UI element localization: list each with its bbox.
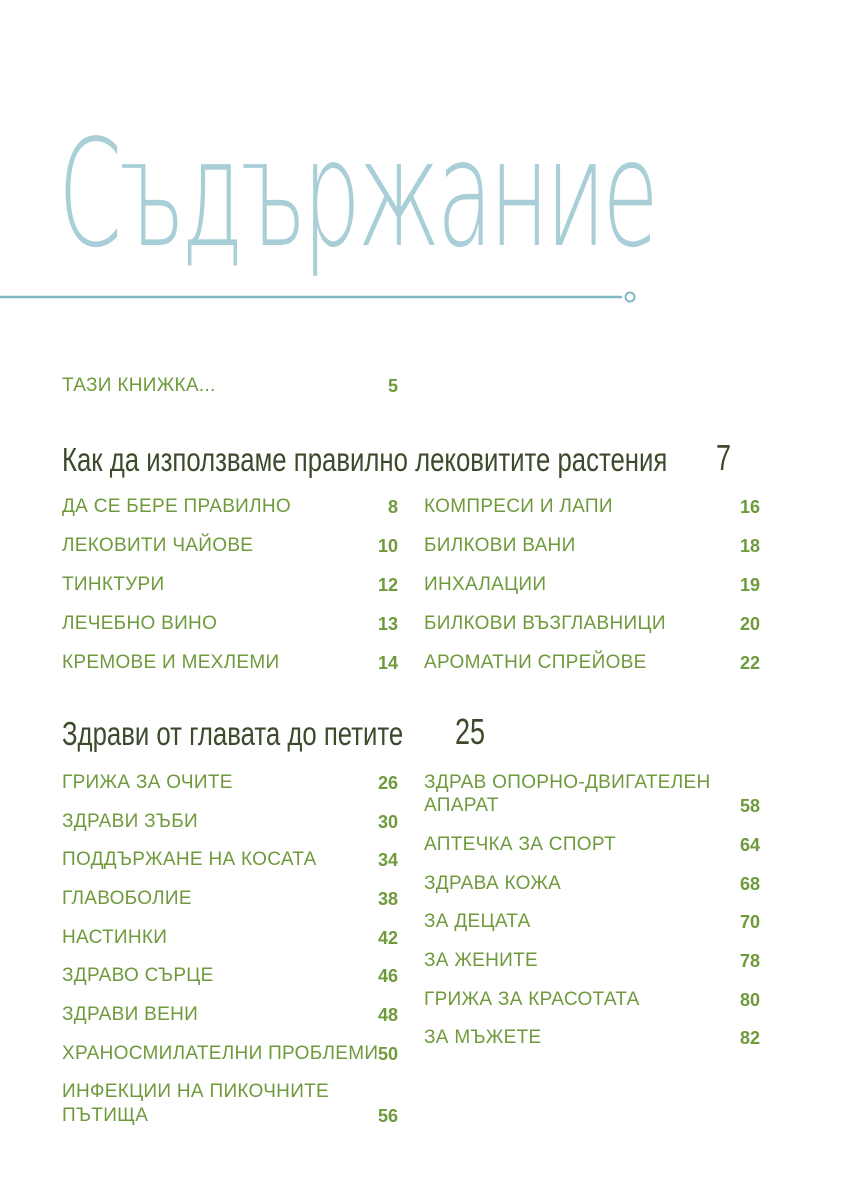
toc-page: 64	[739, 835, 760, 855]
toc-page-intro: 5	[387, 376, 398, 396]
toc-entry-continued[interactable]: АПАРАТ	[424, 795, 499, 816]
toc-entry[interactable]: ГРИЖА ЗА ОЧИТЕ	[62, 772, 233, 793]
toc-entry[interactable]: ЗДРАВИ ВЕНИ	[62, 1004, 199, 1025]
toc-page: 56	[377, 1106, 398, 1126]
toc-page: 68	[739, 874, 760, 894]
toc-entry[interactable]: ЗДРАВИ ЗЪБИ	[62, 811, 198, 832]
toc-page: 46	[377, 966, 398, 986]
page-title: Съдържание	[58, 108, 656, 280]
toc-page: 80	[739, 990, 760, 1010]
toc-page: 10	[377, 536, 398, 556]
toc-entry[interactable]: ТИНКТУРИ	[62, 574, 165, 595]
toc-entry[interactable]: КРЕМОВЕ И МЕХЛЕМИ	[62, 652, 280, 673]
section-page-1: 7	[716, 437, 732, 478]
toc-entry[interactable]: ХРАНОСМИЛАТЕЛНИ ПРОБЛЕМИ	[62, 1043, 379, 1064]
toc-entry[interactable]: ЗА ДЕЦАТА	[424, 911, 531, 932]
toc-entry-intro[interactable]: ТАЗИ КНИЖКА...	[62, 375, 216, 396]
toc-page: 14	[377, 653, 398, 673]
section-heading-2[interactable]: Здрави от главата до петите	[62, 715, 404, 752]
toc-entry[interactable]: ЗА ЖЕНИТЕ	[424, 950, 539, 971]
toc-entry[interactable]: БИЛКОВИ ВЪЗГЛАВНИЦИ	[424, 613, 666, 634]
toc-entry[interactable]: ИНФЕКЦИИ НА ПИКОЧНИТЕ	[62, 1081, 330, 1102]
toc-entry[interactable]: ЛЕЧЕБНО ВИНО	[62, 613, 218, 634]
toc-page: 34	[377, 850, 398, 870]
toc-entry[interactable]: ГРИЖА ЗА КРАСОТАТА	[424, 989, 640, 1010]
toc-entry[interactable]: ЗА МЪЖЕТЕ	[424, 1027, 542, 1048]
toc-entry[interactable]: КОМПРЕСИ И ЛАПИ	[424, 496, 613, 517]
toc-entry[interactable]: ЗДРАВА КОЖА	[424, 873, 562, 894]
toc-entry[interactable]: ПОДДЪРЖАНЕ НА КОСАТА	[62, 849, 317, 870]
section-heading-1[interactable]: Как да използваме правилно лековитите растения	[62, 441, 668, 478]
toc-entry[interactable]: ГЛАВОБОЛИЕ	[62, 888, 192, 909]
toc-page: 26	[377, 773, 398, 793]
toc-page: 18	[739, 536, 760, 556]
toc-page: 82	[739, 1028, 760, 1048]
toc-entry[interactable]: ЛЕКОВИТИ ЧАЙОВЕ	[62, 535, 254, 556]
toc-page: 30	[377, 812, 398, 832]
toc-entry[interactable]: ДА СЕ БЕРЕ ПРАВИЛНО	[62, 496, 291, 517]
toc-page: 13	[377, 614, 398, 634]
toc-entry[interactable]: ЗДРАВО СЪРЦЕ	[62, 965, 214, 986]
toc-page: 12	[377, 575, 398, 595]
toc-page: 38	[377, 889, 398, 909]
toc-page: 48	[377, 1005, 398, 1025]
toc-page: 19	[739, 575, 760, 595]
toc-page: 16	[739, 497, 760, 517]
toc-entry[interactable]: АПТЕЧКА ЗА СПОРТ	[424, 834, 616, 855]
toc-page: 78	[739, 951, 760, 971]
section-page-2: 25	[455, 711, 486, 752]
toc-page: 70	[739, 912, 760, 932]
title-underline	[0, 290, 640, 304]
toc-page: 42	[377, 928, 398, 948]
toc-page: 22	[739, 653, 760, 673]
toc-page: 58	[739, 796, 760, 816]
toc-entry-continued[interactable]: ПЪТИЩА	[62, 1105, 149, 1126]
toc-entry[interactable]: ЗДРАВ ОПОРНО-ДВИГАТЕЛЕН	[424, 772, 711, 793]
toc-page: 50	[377, 1044, 398, 1064]
toc-entry[interactable]: БИЛКОВИ ВАНИ	[424, 535, 576, 556]
toc-entry[interactable]: ИНХАЛАЦИИ	[424, 574, 547, 595]
toc-entry[interactable]: АРОМАТНИ СПРЕЙОВЕ	[424, 652, 647, 673]
toc-page: 8	[387, 497, 398, 517]
toc-page: 20	[739, 614, 760, 634]
toc-entry[interactable]: НАСТИНКИ	[62, 927, 168, 948]
